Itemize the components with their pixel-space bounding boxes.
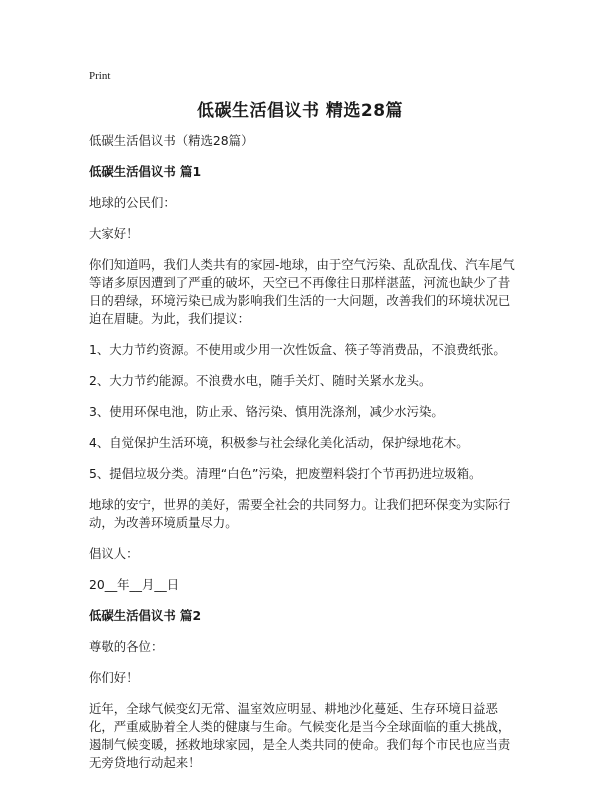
list-item: 2、大力节约能源。不浪费水电，随手关灯、随时关紧水龙头。: [89, 373, 432, 388]
document-body: [89, 132, 521, 785]
intro-paragraph: 你们知道吗，我们人类共有的家园-地球，由于空气污染、乱砍乱伐、汽车尾气等诸多原因遭到了严重的破坏，天空已不再像往日那样湛蓝，河流也缺少了昔日的碧绿，环境污染已成为影响我们生活的一大问题，改善我们的环境状况已迫在眉睫。为此，我们提议：: [89, 257, 515, 326]
intro-paragraph: 近年，全球气候变幻无常、温室效应明显、耕地沙化蔓延、生存环境日益恶化，严重威胁着全人类的健康与生命。气候变化是当今全球面临的重大挑战，遏制气候变暖，拯救地球家园，是全人类共同的使命。我们每个市民也应当责无旁贷地行动起来！: [89, 701, 511, 770]
salutation: 尊敬的各位：: [89, 639, 164, 654]
greeting: 大家好！: [89, 226, 139, 241]
document-title: 低碳生活倡议书 精选28篇: [196, 101, 404, 121]
greeting: 你们好！: [89, 670, 139, 685]
closing-paragraph: 地球的安宁，世界的美好，需要全社会的共同努力。让我们把环保变为实际行动，为改善环境质量尽力。: [89, 497, 511, 530]
list-item: 4、自觉保护生活环境，积极参与社会绿化美化活动，保护绿地花木。: [89, 435, 469, 450]
section-heading-1: 低碳生活倡议书 篇1: [89, 164, 202, 179]
list-item: 5、提倡垃圾分类。清理“白色”污染，把废塑料袋打个节再扔进垃圾箱。: [89, 466, 482, 481]
document-subtitle: 低碳生活倡议书（精选28篇）: [89, 133, 254, 148]
date-line: 20__年__月__日: [89, 577, 180, 592]
section-heading-2: 低碳生活倡议书 篇2: [89, 608, 202, 623]
list-item: 3、使用环保电池，防止汞、铬污染、慎用洗涤剂，减少水污染。: [89, 404, 444, 419]
list-item: 1、大力节约资源。不使用或少用一次性饭盒、筷子等消费品，不浪费纸张。: [89, 342, 506, 357]
salutation: 地球的公民们：: [89, 195, 176, 210]
signer-line: 倡议人：: [89, 546, 139, 561]
print-link[interactable]: Print: [89, 70, 111, 82]
